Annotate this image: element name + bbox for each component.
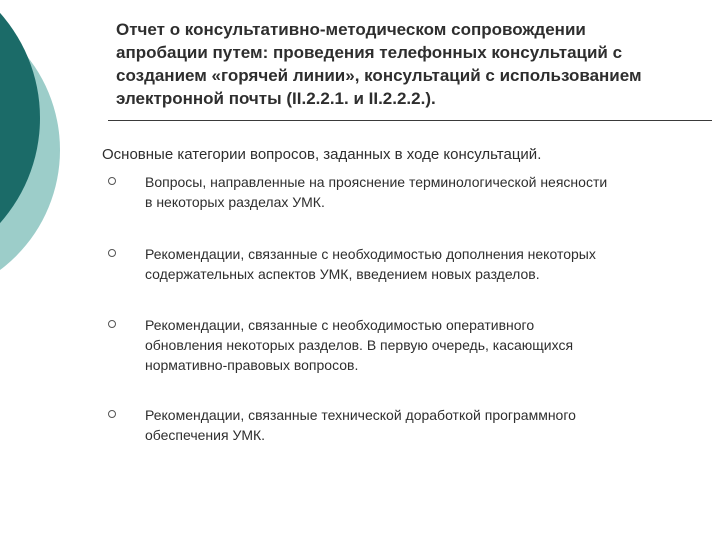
circle-bullet-icon <box>108 249 116 257</box>
circle-bullet-icon <box>108 320 116 328</box>
title-divider <box>108 120 712 121</box>
bullet-text-line: нормативно-правовых вопросов. <box>145 357 359 373</box>
bullet-item <box>108 315 708 375</box>
bullet-text-line: Рекомендации, связанные с необходимостью дополнения некоторых <box>145 246 596 262</box>
bullet-text-line: обеспечения УМК. <box>145 427 266 443</box>
circle-bullet-icon <box>108 177 116 185</box>
bullet-item <box>108 244 708 284</box>
decorative-circles <box>0 0 100 300</box>
bullet-text-line: Вопросы, направленные на прояснение терминологической неясности <box>145 174 608 190</box>
section-heading: Основные категории вопросов, заданных в ходе консультаций. <box>102 146 542 163</box>
title-line: созданием «горячей линии», консультаций с использованием <box>116 66 642 85</box>
bullet-item <box>108 172 708 212</box>
bullet-list <box>108 172 708 445</box>
slide-title <box>116 18 706 110</box>
title-line: апробации путем: проведения телефонных консультаций с <box>116 43 623 62</box>
bullet-item <box>108 405 708 445</box>
title-line: Отчет о консультативно-методическом сопровождении <box>116 20 586 39</box>
bullet-text-line: обновления некоторых разделов. В первую очередь, касающихся <box>145 337 574 353</box>
bullet-text-line: в некоторых разделах УМК. <box>145 194 325 210</box>
title-line: электронной почты (II.2.2.1. и II.2.2.2.). <box>116 89 436 108</box>
bullet-text-line: Рекомендации, связанные с необходимостью оперативного <box>145 317 535 333</box>
circle-bullet-icon <box>108 410 116 418</box>
bullet-text-line: содержательных аспектов УМК, введением новых разделов. <box>145 266 540 282</box>
bullet-text-line: Рекомендации, связанные технической доработкой программного <box>145 407 576 423</box>
